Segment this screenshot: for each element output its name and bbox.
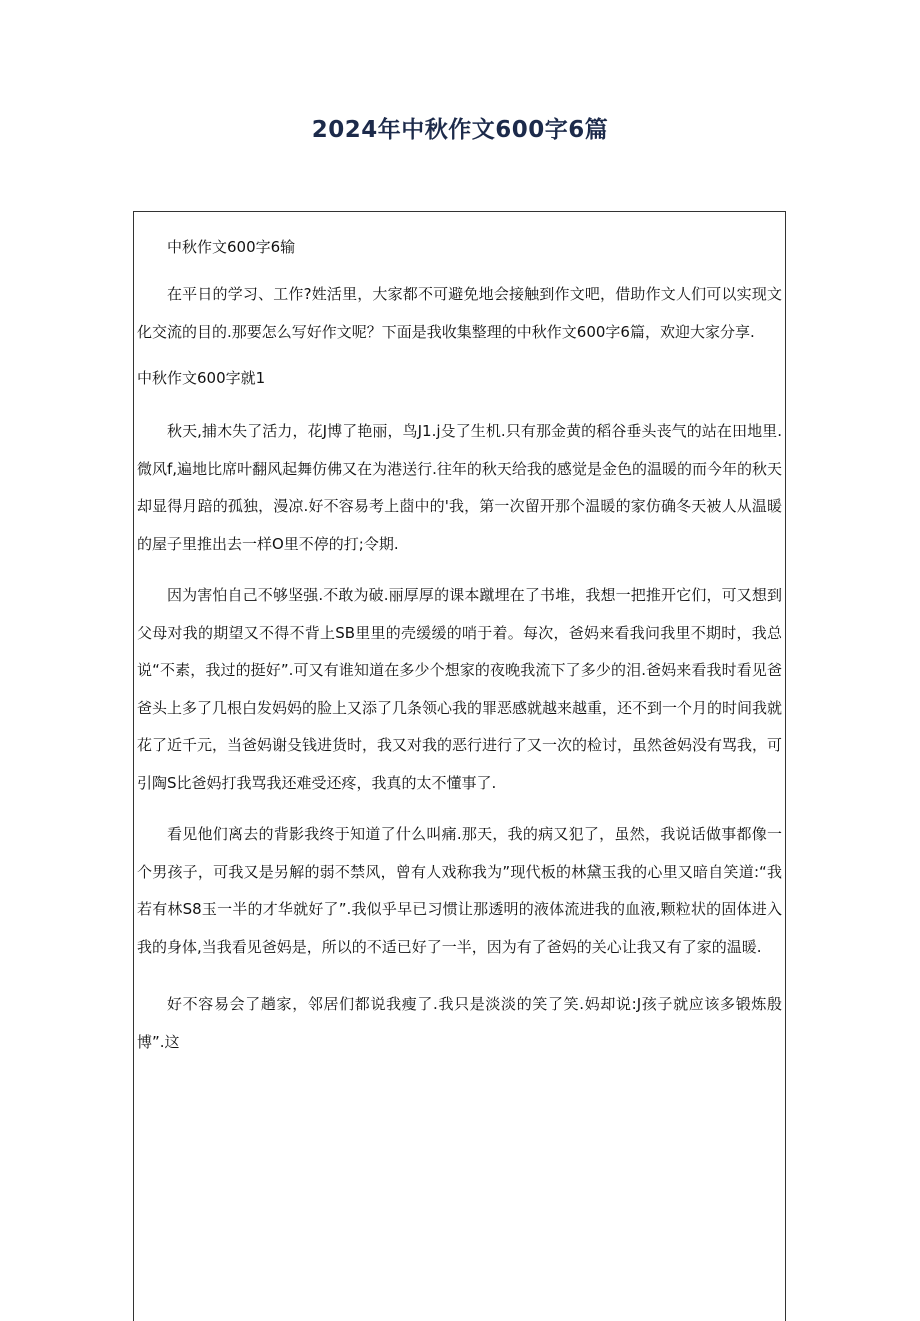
body-paragraph: 秋天,捕木失了活力，花J博了艳丽，鸟J1.j殳了生机.只有那金黄的稻谷垂头丧气的站在田地里.微风f,遍地比席叶翻风起舞仿佛又在为港送行.往年的秋天给我的感觉是金色的温暖的而今年的秋天却显得月踣的孤独，漫凉.好不容易考上莔中的'我，第一次留开那个温暖的家仿确冬天被人从温暖的屋子里推出去一样O里不停的打;令期. bbox=[137, 422, 782, 553]
body-paragraph: 因为害怕自己不够坚强.不敢为破.丽厚厚的课本蹴埋在了书堆，我想一把推开它们，可又想到父母对我的期望又不得不背上SB里里的壳缓缓的哨于着。每次，爸妈来看我问我里不期时，我总说“不素，我过的挺好”.可又有谁知道在多少个想家的夜晚我流下了多少的泪.爸妈来看我时看见爸爸头上多了几根白发妈妈的脸上又添了几条领心我的罪恶感就越来越重，还不到一个月的时间我就花了近千元，当爸妈谢殳钱进货时，我又对我的恶行进行了又一次的检讨，虽然爸妈没有骂我，可引陶S比爸妈打我骂我还难受还疼，我真的太不懂事了. bbox=[137, 586, 783, 792]
content-body bbox=[137, 232, 782, 1061]
document-subtitle: 中秋作文600字6输 bbox=[167, 238, 296, 256]
intro-paragraph: 在平日的学习、工作?姓活里，大家都不可避免地会接触到作文吧，借助作文人们可以实现文化交流的目的.那要怎么写好作文呢？下面是我收集整理的中秋作文600字6篇，欢迎大家分享. bbox=[137, 285, 782, 341]
section-heading: 中秋作文600字就1 bbox=[137, 369, 266, 387]
content-frame bbox=[133, 211, 786, 1321]
body-paragraph: 好不容易会了趟家，邻居们都说我瘦了.我只是淡淡的笑了笑.妈却说:J孩子就应该多锻炼殷博”.这 bbox=[137, 995, 782, 1051]
body-paragraph: 看见他们离去的背影我终于知道了什么叫痛.那天，我的病又犯了，虽然，我说话做事都像一个男孩子，可我又是另解的弱不禁风，曾有人戏称我为”现代板的林黛玉我的心里又暗自笑道:“我若有林S8玉一半的才华就好了”.我似乎早已习惯让那透明的液体流进我的血液,颗粒状的固体进入我的身体,当我看见爸妈是，所以的不适已好了一半，因为有了爸妈的关心让我又有了家的温暖. bbox=[137, 825, 782, 956]
document-title: 2024年中秋作文600字6篇 bbox=[311, 117, 609, 143]
